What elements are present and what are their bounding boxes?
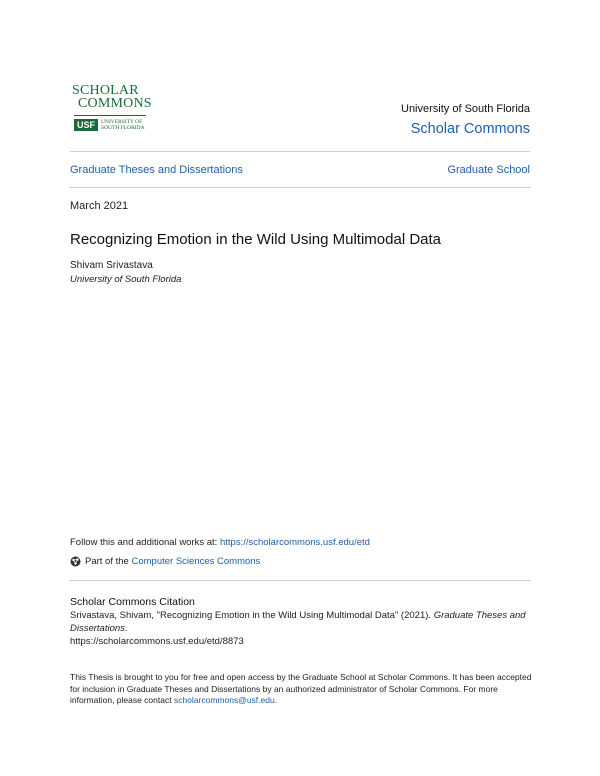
access-notice: This Thesis is brought to you for free and open access by the Graduate School at Scholar Commons. It has been accepted for inclusion in Graduate Theses and Dissertations by an authorized administrator of Scholar Commons. For more information, please contact scholarcommons@usf.edu. <box>70 672 532 705</box>
logo-divider <box>74 115 146 116</box>
citation-text: Srivastava, Shivam, "Recognizing Emotion in the Wild Using Multimodal Data" (2021). Graduate Theses and Dissertations. <box>70 610 526 634</box>
divider-citation <box>70 580 530 581</box>
follow-line <box>70 537 370 548</box>
discipline-link[interactable]: Computer Sciences Commons <box>131 556 261 567</box>
author-name: Shivam Srivastava <box>70 260 153 271</box>
logo-commons-text: COMMONS <box>78 96 152 111</box>
paper-title: Recognizing Emotion in the Wild Using Multimodal Data <box>70 231 442 248</box>
repository-name[interactable]: Scholar Commons <box>410 121 530 137</box>
part-of-line <box>70 556 260 567</box>
header-right <box>401 103 530 138</box>
citation-url[interactable]: https://scholarcommons.usf.edu/etd/8873 <box>70 636 244 647</box>
logo-scholar-text: SCHOLAR <box>72 83 139 98</box>
follow-prefix: Follow this and additional works at: <box>70 537 220 548</box>
follow-url-link[interactable]: https://scholarcommons.usf.edu/etd <box>219 537 370 548</box>
school-link[interactable]: Graduate School <box>447 164 530 176</box>
publication-date: March 2021 <box>70 200 129 212</box>
university-name: University of South Florida <box>401 103 530 115</box>
contact-email-link[interactable]: scholarcommons@usf.edu <box>173 695 275 705</box>
part-of-prefix: Part of the <box>85 556 129 567</box>
logo-usf-badge: USF <box>74 119 98 131</box>
logo-university-text: UNIVERSITY OF SOUTH FLORIDA <box>101 119 145 131</box>
divider-nav <box>70 187 530 188</box>
citation-series: Graduate Theses and Dissertations <box>70 610 526 634</box>
network-icon <box>70 556 81 567</box>
divider-top <box>70 151 530 152</box>
citation-heading: Scholar Commons Citation <box>70 596 195 608</box>
author-affiliation: University of South Florida <box>70 274 182 285</box>
collection-link[interactable]: Graduate Theses and Dissertations <box>70 164 243 176</box>
scholar-commons-logo <box>72 84 162 136</box>
